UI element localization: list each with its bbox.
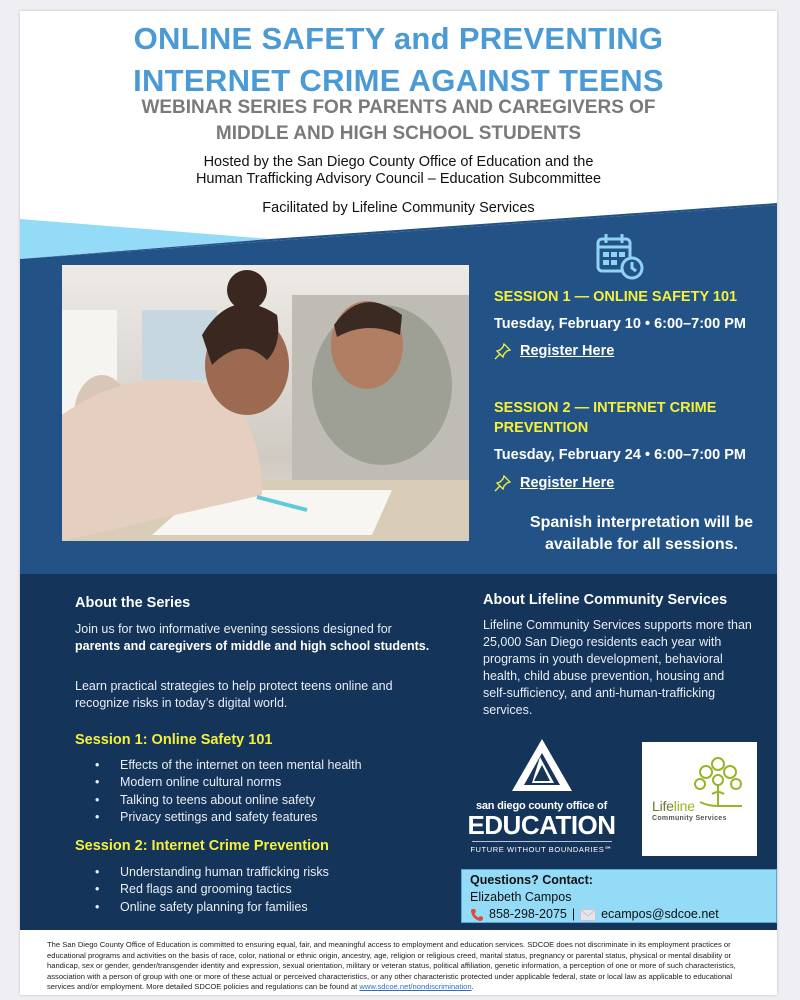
about-lifeline-line: Lifeline Community Services supports more than (483, 618, 752, 632)
session-2-topics-list (75, 864, 329, 916)
session-1-title: SESSION 1 — ONLINE SAFETY 101 (494, 289, 738, 305)
pushpin-icon (494, 342, 512, 360)
sdcoe-logo-tagline: FUTURE WITHOUT BOUNDARIES℠ (470, 845, 613, 854)
contact-phone[interactable]: 858-298-2075 (489, 907, 567, 921)
session-1-topics-list (75, 757, 362, 826)
sdcoe-logo-education: EDUCATION (467, 810, 616, 840)
facilitated-by: Facilitated by Lifeline Community Services (262, 200, 535, 216)
spanish-note-line-1: Spanish interpretation will be (529, 514, 754, 531)
about-lifeline-line: health, child abuse prevention, housing and (483, 669, 725, 683)
session-2-title (494, 398, 716, 438)
pushpin-icon (494, 474, 512, 492)
lifeline-tree-icon (690, 754, 748, 814)
about-series-p2 (75, 678, 393, 712)
footer-end: . (471, 982, 474, 992)
about-series-p1-line: Join us for two informative evening sessions designed for (75, 622, 392, 636)
footer-text: The San Diego County Office of Education is committed to ensuring equal, fair, and meaningful access to employment and education services. SDCOE does not discriminate in its employment practices or educational programs and activities on the basis of race, color, national or ethnic origin, ancestry, age, religion or religious creed, marital status, pregnancy or parental status, physical or mental disability or handicap, sex or gender, gender/transgender identity and expression, sexual orientation, military or veteran status, political affiliation, genetic information, a perception of one or more of such characteristics, association with a person of group with one or more of these actual or perceived characteristics, or any other characteristic protected under applicable federal, state or local law as applicable to educational services and/or employment. More detailed SDCOE policies and regulations can be found at (47, 940, 736, 992)
lifeline-word-part-1: Life (652, 798, 674, 814)
sdcoe-logo-divider (472, 841, 612, 842)
about-series-p2-line-1: Learn practical strategies to help protect teens online and (75, 679, 393, 693)
list-item: • Effects of the internet on teen mental health (75, 757, 362, 774)
hero-photo (62, 265, 469, 541)
about-lifeline-line: services. (483, 703, 533, 717)
session-1-register-link[interactable]: Register Here (520, 343, 615, 359)
title-line-1: ONLINE SAFETY and PREVENTING (133, 21, 664, 56)
calendar-clock-icon (594, 231, 646, 281)
subtitle-line-1: WEBINAR SERIES FOR PARENTS AND CAREGIVERS OF (141, 97, 656, 118)
hosted-line-2: Human Trafficking Advisory Council – Education Subcommittee (195, 171, 602, 187)
session-2-register[interactable] (494, 474, 614, 492)
lifeline-logo (642, 742, 757, 856)
session-1-date: Tuesday, February 10 • 6:00–7:00 PM (494, 316, 746, 332)
session-2-topics-heading: Session 2: Internet Crime Prevention (75, 838, 329, 854)
sdcoe-triangle-icon (510, 737, 574, 793)
subtitle (20, 95, 777, 147)
email-icon (580, 909, 596, 921)
phone-icon (470, 908, 484, 922)
about-series-p2-line-2: recognize risks in today’s digital world. (75, 696, 288, 710)
session-1-register[interactable] (494, 342, 614, 360)
list-item: • Talking to teens about online safety (75, 792, 362, 809)
nondiscrimination-link[interactable]: www.sdcoe.net/nondiscrimination (359, 982, 472, 992)
contact-separator: | (571, 907, 576, 921)
sdcoe-logo-small-text: san diego county office of (475, 800, 608, 812)
contact-name: Elizabeth Campos (470, 890, 572, 904)
about-lifeline-text (483, 617, 752, 719)
subtitle-line-2: MIDDLE AND HIGH SCHOOL STUDENTS (215, 123, 582, 144)
about-lifeline-heading: About Lifeline Community Services (483, 592, 728, 608)
spanish-interpretation-note (500, 512, 777, 556)
session-1-topics-heading: Session 1: Online Safety 101 (75, 732, 273, 748)
list-item: • Privacy settings and safety features (75, 809, 362, 826)
session-2-register-link[interactable]: Register Here (520, 475, 615, 491)
lifeline-logo-subtitle: Community Services (652, 815, 727, 822)
sdcoe-logo (464, 737, 619, 854)
lifeline-word-part-2: line (673, 798, 695, 814)
about-series-p1 (75, 621, 429, 655)
about-lifeline-line: programs in youth development, behavioral (483, 652, 723, 666)
about-series-p1-bold: parents and caregivers of middle and high school students. (75, 639, 430, 653)
hosted-line-1: Hosted by the San Diego County Office of Education and the (203, 154, 594, 170)
nondiscrimination-footer (47, 940, 757, 993)
about-lifeline-line: 25,000 San Diego residents each year with (483, 635, 722, 649)
list-item: • Understanding human trafficking risks (75, 864, 329, 881)
contact-box (461, 869, 777, 923)
spanish-note-line-2: available for all sessions. (545, 536, 738, 553)
photo-illustration (62, 265, 469, 541)
session-2-title-line-1: SESSION 2 — INTERNET CRIME (494, 400, 717, 416)
list-item: • Online safety planning for families (75, 899, 329, 916)
about-lifeline-line: self-sufficiency, and anti-human-trafficking (483, 686, 716, 700)
session-2-date: Tuesday, February 24 • 6:00–7:00 PM (494, 447, 746, 463)
session-2-title-line-2: PREVENTION (494, 420, 589, 436)
title-line-2: INTERNET CRIME AGAINST TEENS (133, 63, 664, 98)
about-series-heading: About the Series (75, 595, 191, 611)
contact-label: Questions? Contact: (470, 873, 593, 887)
contact-email[interactable]: ecampos@sdcoe.net (601, 907, 719, 921)
hosted-by (20, 154, 777, 188)
list-item: • Red flags and grooming tactics (75, 881, 329, 898)
flyer-page (20, 11, 777, 995)
contact-details (470, 906, 768, 923)
list-item: • Modern online cultural norms (75, 774, 362, 791)
lifeline-logo-word (652, 798, 695, 814)
diagonal-band-decoration (20, 201, 777, 263)
